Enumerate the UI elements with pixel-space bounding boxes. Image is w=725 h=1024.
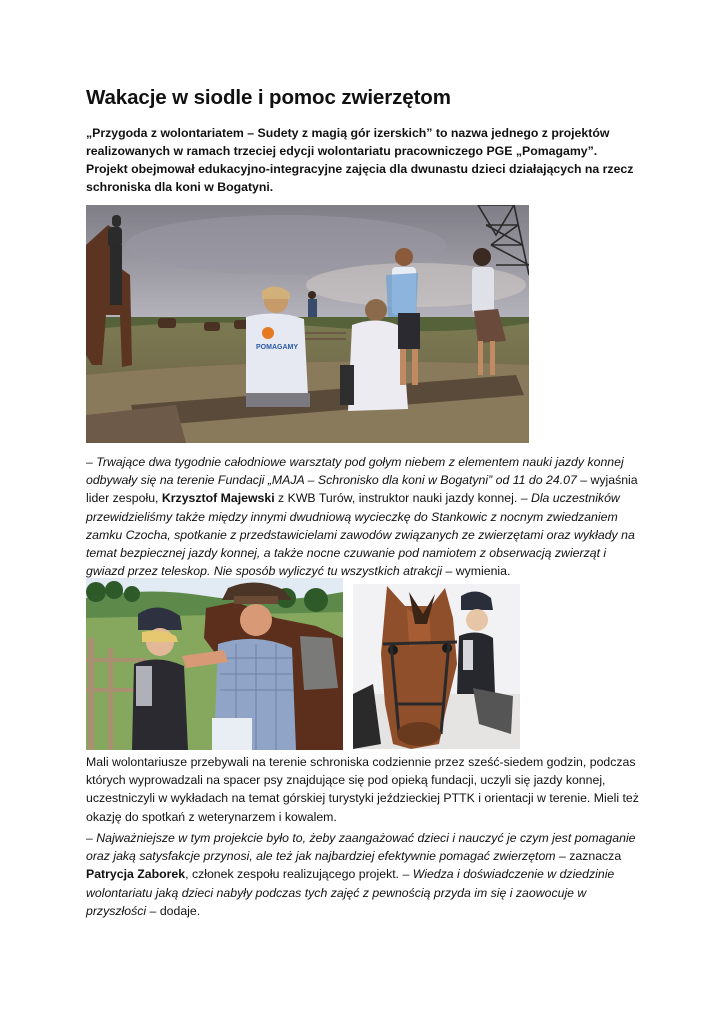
- article-title: Wakacje w siodle i pomoc zwierzętom: [86, 86, 451, 109]
- paragraph-daily-activities: Mali wolontariusze przebywali na terenie schroniska codziennie przez sześć-siedem godzin, podczas których wyprowadzali na spacer psy znajdujące się pod opieką fundacji, uczyli się jazdy konnej, uczestniczyli w wykładach na temat górskiej turystyki jeździeckiej PTTK i orientacji w terenie. Mieli też okazję do spotkań z weterynarzem i kowalem.: [86, 755, 639, 824]
- person-name: Patrycja Zaborek: [86, 867, 186, 882]
- person-name: Krzysztof Majewski: [161, 491, 275, 506]
- article-lead: „Przygoda z wolontariatem – Sudety z magią gór izerskich” to nazwa jednego z projektów realizowanych w ramach trzeciej edycji wolontariatu pracowniczego PGE „Pomagamy”. Projekt obejmował edukacyjno-integracyjne zajęcia dla dwunastu dzieci działających na rzecz schroniska dla koni w Bogatyni.: [86, 126, 634, 194]
- photo-horse-and-child: [353, 584, 520, 749]
- svg-text:POMAGAMY: POMAGAMY: [256, 344, 298, 351]
- photo-instructor-helmet: [86, 578, 343, 750]
- paragraph-workshops: – Trwające dwa tygodnie całodniowe warsztaty pod gołym niebem z elementem nauki jazdy konnej odbywały się na terenie Fundacji „MAJA – Schronisko dla koni w Bogatyni” od 11 do 24.07 – wyjaśnia lider zespołu, Krzysztof Majewski z KWB Turów, instruktor nauki jazdy konnej. – Dla uczestników przewidzieliśmy także między innymi dwudniową wycieczkę do Stankowic z nocnym zwiedzaniem zamku Czocha, spotkanie z przedstawicielami zawodów związanych ze zwierzętami oraz wykłady na temat bezpiecznej jazdy konnej, a także nocne czuwanie pod namiotem z obserwacją zwierząt i gwiazd przez teleskop. Nie sposób wyliczyć tu wszystkich atrakcji – wymienia.: [86, 455, 638, 579]
- photo-volunteers-at-shelter: [86, 205, 529, 443]
- paragraph-quote: – Najważniejsze w tym projekcie było to, żeby zaangażować dzieci i nauczyć je czym jest pomaganie oraz jaką satysfakcje przynosi, ale też jak najbardziej efektywnie pomagać zwierzętom – zaznacza Patrycja Zaborek, członek zespołu realizującego projekt. – Wiedza i doświadczenie w dziedzinie wolontariatu jaką dzieci nabyły podczas tych zajęć z pewnością przyda im się i zaowocuje w przyszłości – dodaje.: [86, 831, 636, 918]
